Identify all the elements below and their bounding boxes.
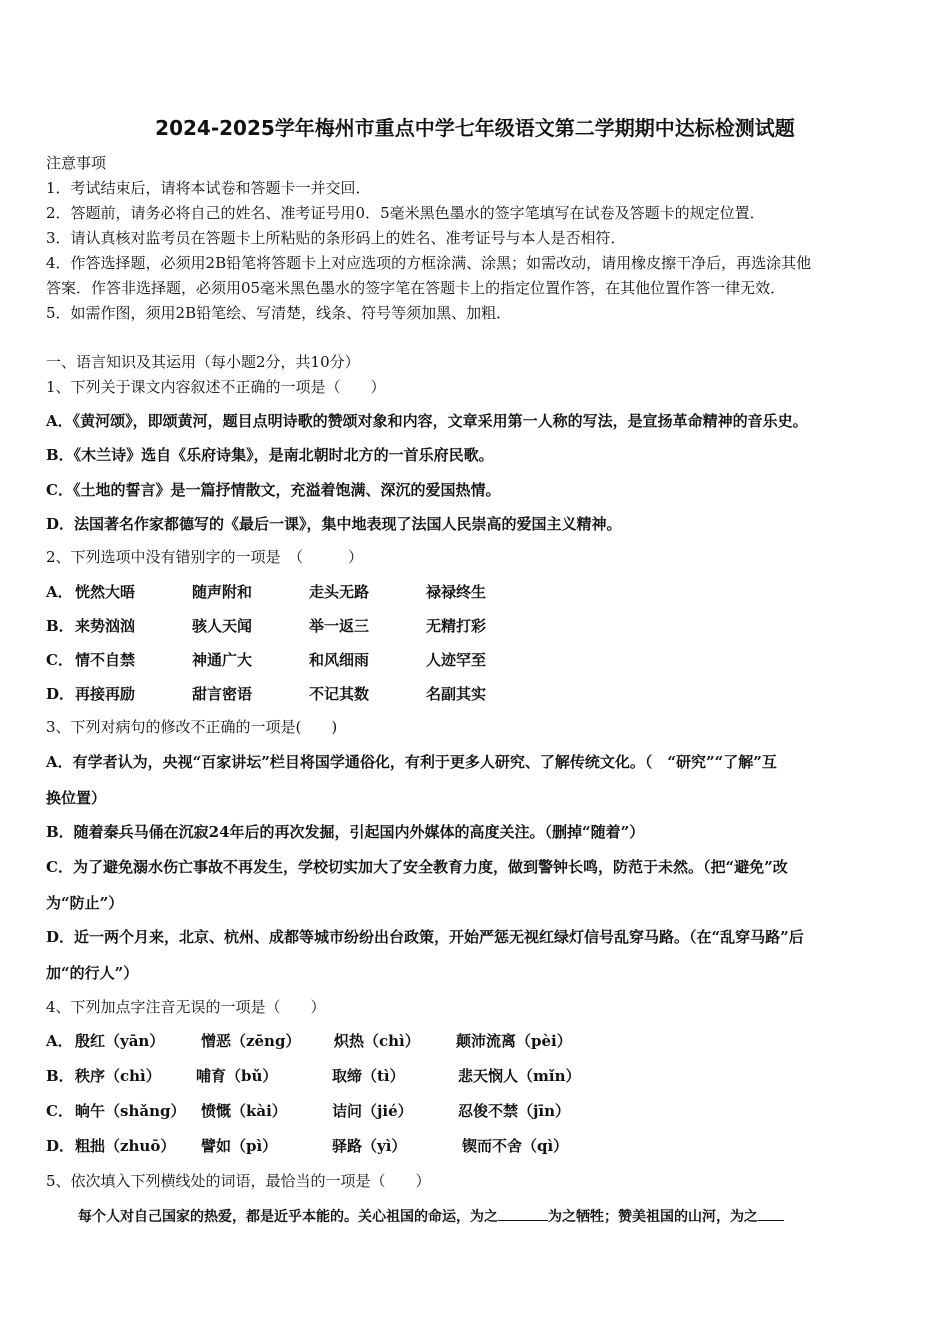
- q4-option-label: D．: [46, 1137, 75, 1155]
- q4-word: 忍俊不禁（jīn）: [458, 1102, 571, 1120]
- q4-word: 驿路（yì）: [332, 1137, 407, 1155]
- q2-word: 来势汹汹: [75, 617, 136, 635]
- q3-option-d: D．近一两个月来，北京、杭州、成都等城市纷纷出台政策，开始严惩无视红绿灯信号乱穿马路。（在“乱穿马路”后: [46, 928, 804, 946]
- question-3-stem: 3、下列对病句的修改不正确的一项是( ): [46, 718, 338, 736]
- q2-word: 无精打彩: [426, 617, 487, 635]
- q2-word: 骇人天闻: [192, 617, 253, 635]
- q4-word: 秩序（chì）: [75, 1067, 161, 1085]
- q4-word: 颠沛流离（pèi）: [456, 1032, 572, 1050]
- section-heading: 一、语言知识及其运用（每小题2分，共10分）: [46, 353, 360, 371]
- q3-option-c: C．为了避免溺水伤亡事故不再发生，学校切实加大了安全教育力度，做到警钟长鸣，防范于未然。（把“避免”改: [46, 858, 788, 876]
- q1-option-a: A．《黄河颂》，即颂黄河，题目点明诗歌的赞颂对象和内容，文章采用第一人称的写法，是宣扬革命精神的音乐史。: [46, 412, 808, 430]
- q2-word: 恍然大晤: [75, 583, 136, 601]
- q4-word: 譬如（pì）: [201, 1137, 278, 1155]
- q4-word: 粗拙（zhuō）: [75, 1137, 176, 1155]
- q2-option-label: A．: [46, 583, 73, 601]
- notice-item: 3．请认真核对监考员在答题卡上所粘贴的条形码上的姓名、准考证号与本人是否相符．: [46, 229, 626, 247]
- q2-word: 和风细雨: [309, 651, 370, 669]
- question-1-stem: 1、下列关于课文内容叙述不正确的一项是（ ）: [46, 378, 386, 396]
- q4-option-label: B．: [46, 1067, 74, 1085]
- fill-blank: [498, 1208, 548, 1221]
- q4-word: 憎恶（zēng）: [201, 1032, 301, 1050]
- notice-item: 5．如需作图，须用2B铅笔绘、写清楚，线条、符号等须加黑、加粗．: [46, 304, 512, 322]
- q3-option-d-cont: 加“的行人”）: [46, 964, 139, 982]
- q2-word: 再接再励: [75, 685, 136, 703]
- q2-word: 甜言密语: [192, 685, 253, 703]
- notice-item: 答案．作答非选择题，必须用05毫米黑色墨水的签字笔在答题卡上的指定位置作答，在其他位置作答一律无效．: [46, 279, 786, 297]
- q4-option-label: A．: [46, 1032, 73, 1050]
- notice-heading: 注意事项: [46, 154, 107, 172]
- q1-option-c: C．《土地的誓言》是一篇抒情散文，充溢着饱满、深沉的爱国热情。: [46, 481, 501, 499]
- q4-word: 晌午（shǎng）: [75, 1102, 186, 1120]
- notice-item: 1．考试结束后，请将本试卷和答题卡一并交回．: [46, 179, 371, 197]
- q5-passage: [78, 1206, 784, 1226]
- q5-passage-part: 每个人对自己国家的热爱，都是近乎本能的。关心祖国的命运，为之: [78, 1209, 498, 1225]
- question-2-stem: 2、下列选项中没有错别字的一项是 （ ）: [46, 548, 364, 566]
- q4-word: 殷红（yān）: [75, 1032, 165, 1050]
- q3-option-c-cont: 为“防止”）: [46, 894, 124, 912]
- q2-word: 禄禄终生: [426, 583, 487, 601]
- q1-option-b: B．《木兰诗》选自《乐府诗集》，是南北朝时北方的一首乐府民歌。: [46, 446, 494, 464]
- fill-blank: [758, 1208, 784, 1221]
- question-4-stem: 4、下列加点字注音无误的一项是（ ）: [46, 998, 326, 1016]
- notice-item: 2．答题前，请务必将自己的姓名、准考证号用0．5毫米黑色墨水的签字笔填写在试卷及答题卡的规定位置．: [46, 204, 765, 222]
- q4-word: 哺育（bǔ）: [196, 1067, 278, 1085]
- notice-item: 4．作答选择题，必须用2B铅笔将答题卡上对应选项的方框涂满、涂黑；如需改动，请用橡皮擦干净后，再选涂其他: [46, 254, 812, 272]
- q2-option-label: C．: [46, 651, 73, 669]
- q2-word: 举一返三: [309, 617, 370, 635]
- q1-option-d: D．法国著名作家都德写的《最后一课》，集中地表现了法国人民崇高的爱国主义精神。: [46, 515, 622, 533]
- q4-word: 取缔（tì）: [332, 1067, 405, 1085]
- q2-word: 走头无路: [309, 583, 370, 601]
- q2-option-label: D．: [46, 685, 75, 703]
- q2-word: 人迹罕至: [426, 651, 487, 669]
- q4-option-label: C．: [46, 1102, 73, 1120]
- q3-option-b: B．随着秦兵马俑在沉寂24年后的再次发掘，引起国内外媒体的高度关注。（删掉“随着”）: [46, 823, 645, 841]
- question-5-stem: 5、依次填入下列横线处的词语，最恰当的一项是（ ）: [46, 1172, 431, 1190]
- q3-option-a-cont: 换位置）: [46, 789, 107, 807]
- q2-word: 情不自禁: [75, 651, 136, 669]
- q2-word: 不记其数: [309, 685, 370, 703]
- page-title: 2024-2025学年梅州市重点中学七年级语文第二学期期中达标检测试题: [155, 116, 795, 140]
- q2-word: 随声附和: [192, 583, 253, 601]
- q2-word: 神通广大: [192, 651, 253, 669]
- q2-word: 名副其实: [426, 685, 487, 703]
- q3-option-a: A．有学者认为，央视“百家讲坛”栏目将国学通俗化，有利于更多人研究、了解传统文化。（ “研究”“了解”互: [46, 753, 777, 771]
- q4-word: 悲天悯人（mǐn）: [458, 1067, 581, 1085]
- q5-passage-part: 为之牺牲；赞美祖国的山河，为之: [548, 1209, 758, 1225]
- q4-word: 炽热（chì）: [334, 1032, 420, 1050]
- q2-option-label: B．: [46, 617, 74, 635]
- q4-word: 愤慨（kài）: [201, 1102, 287, 1120]
- q4-word: 诘问（jié）: [332, 1102, 413, 1120]
- q4-word: 锲而不舍（qì）: [462, 1137, 569, 1155]
